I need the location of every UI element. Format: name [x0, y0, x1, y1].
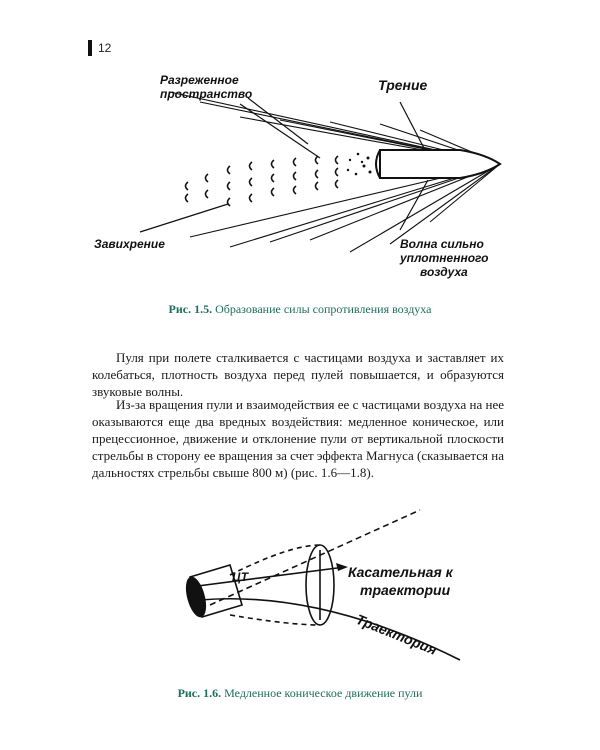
- figure-conical-motion: [170, 505, 470, 685]
- figure1-caption: [0, 302, 600, 317]
- page-header: [88, 40, 111, 56]
- figure2-caption-label: Рис. 1.6.: [177, 686, 222, 700]
- label-center: ЦТ: [232, 570, 249, 584]
- paragraph-1: [92, 349, 504, 400]
- label-tangent-line2: траектории: [360, 582, 451, 598]
- header-bar: [88, 40, 92, 56]
- paragraph-1-text: Пуля при полете сталкивается с частицами воздуха и заставляет их колебаться, плотность воздуха перед пулей повышается, и образуются звуковые волны.: [92, 350, 504, 399]
- page-number: 12: [98, 41, 112, 55]
- figure-air-resistance: [80, 62, 540, 292]
- label-wave-line2: уплотненного: [400, 251, 489, 265]
- paragraph-2-text: Из-за вращения пули и взаимодействия ее с частицами воздуха на нее оказываются еще два вредных воздействия: медленное коническое, или прецессионное, движение и отклонение пули от вертикальной плоскости стрельбы в сторону ее вращения за счет эффекта Магнуса (сказывается на дальностях стрельбы свыше 800 м) (рис. 1.6—1.8).: [92, 397, 504, 480]
- label-rarefied-line2: пространство: [160, 87, 253, 101]
- paragraph-2: [92, 396, 504, 481]
- figure2-caption: [0, 686, 600, 701]
- figure1-caption-label: Рис. 1.5.: [168, 302, 213, 316]
- label-rarefied-line1: Разреженное: [160, 73, 239, 87]
- label-wave-line1: Волна сильно: [400, 237, 484, 251]
- label-turbulence: Завихрение: [94, 237, 165, 251]
- label-friction: Трение: [378, 77, 428, 93]
- label-tangent-line1: Касательная к: [348, 564, 453, 580]
- figure2-caption-text: Медленное коническое движение пули: [224, 686, 423, 700]
- label-trajectory: Траектория: [353, 610, 440, 658]
- label-wave-line3: воздуха: [420, 265, 468, 279]
- figure1-caption-text: Образование силы сопротивления воздуха: [215, 302, 432, 316]
